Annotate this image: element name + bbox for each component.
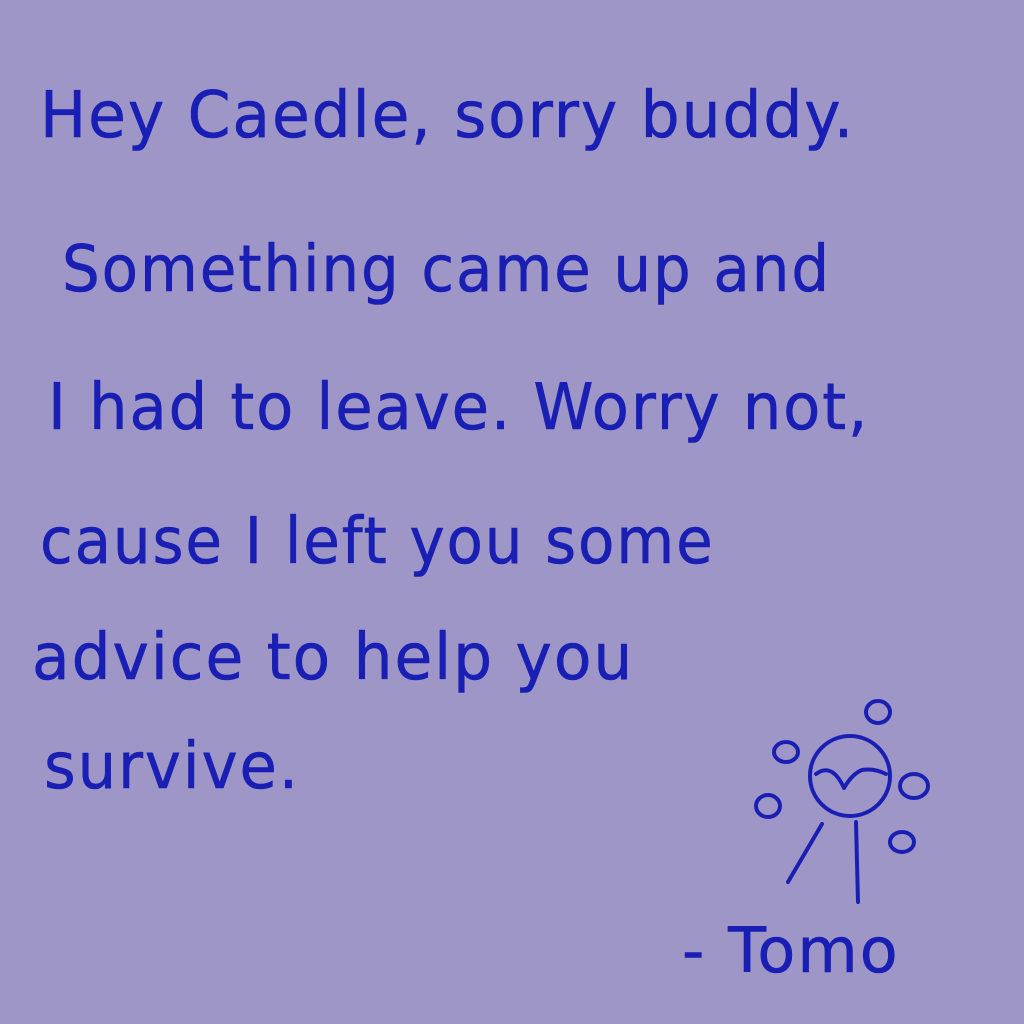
doodle-body-stroke [788,824,822,882]
doodle-bubble [900,774,928,798]
doodle-bubble [890,832,914,852]
doodle-face [816,770,886,789]
doodle-bubble [774,742,798,762]
note-line-5: advice to help you [32,621,635,695]
doodle-bubble [866,701,890,723]
doodle-head [810,736,890,816]
doodle-bubble [756,795,780,817]
tomo-doodle-icon [740,690,950,910]
doodle-body-stroke [856,822,858,902]
note-line-3: I had to leave. Worry not, [48,371,870,445]
signature: - Tomo [682,914,900,987]
note-line-1: Hey Caedle, sorry buddy. [40,79,856,153]
note-line-4: cause I left you some [40,505,715,579]
note-line-2: Something came up and [62,233,831,307]
note-line-6: survive. [44,730,300,804]
